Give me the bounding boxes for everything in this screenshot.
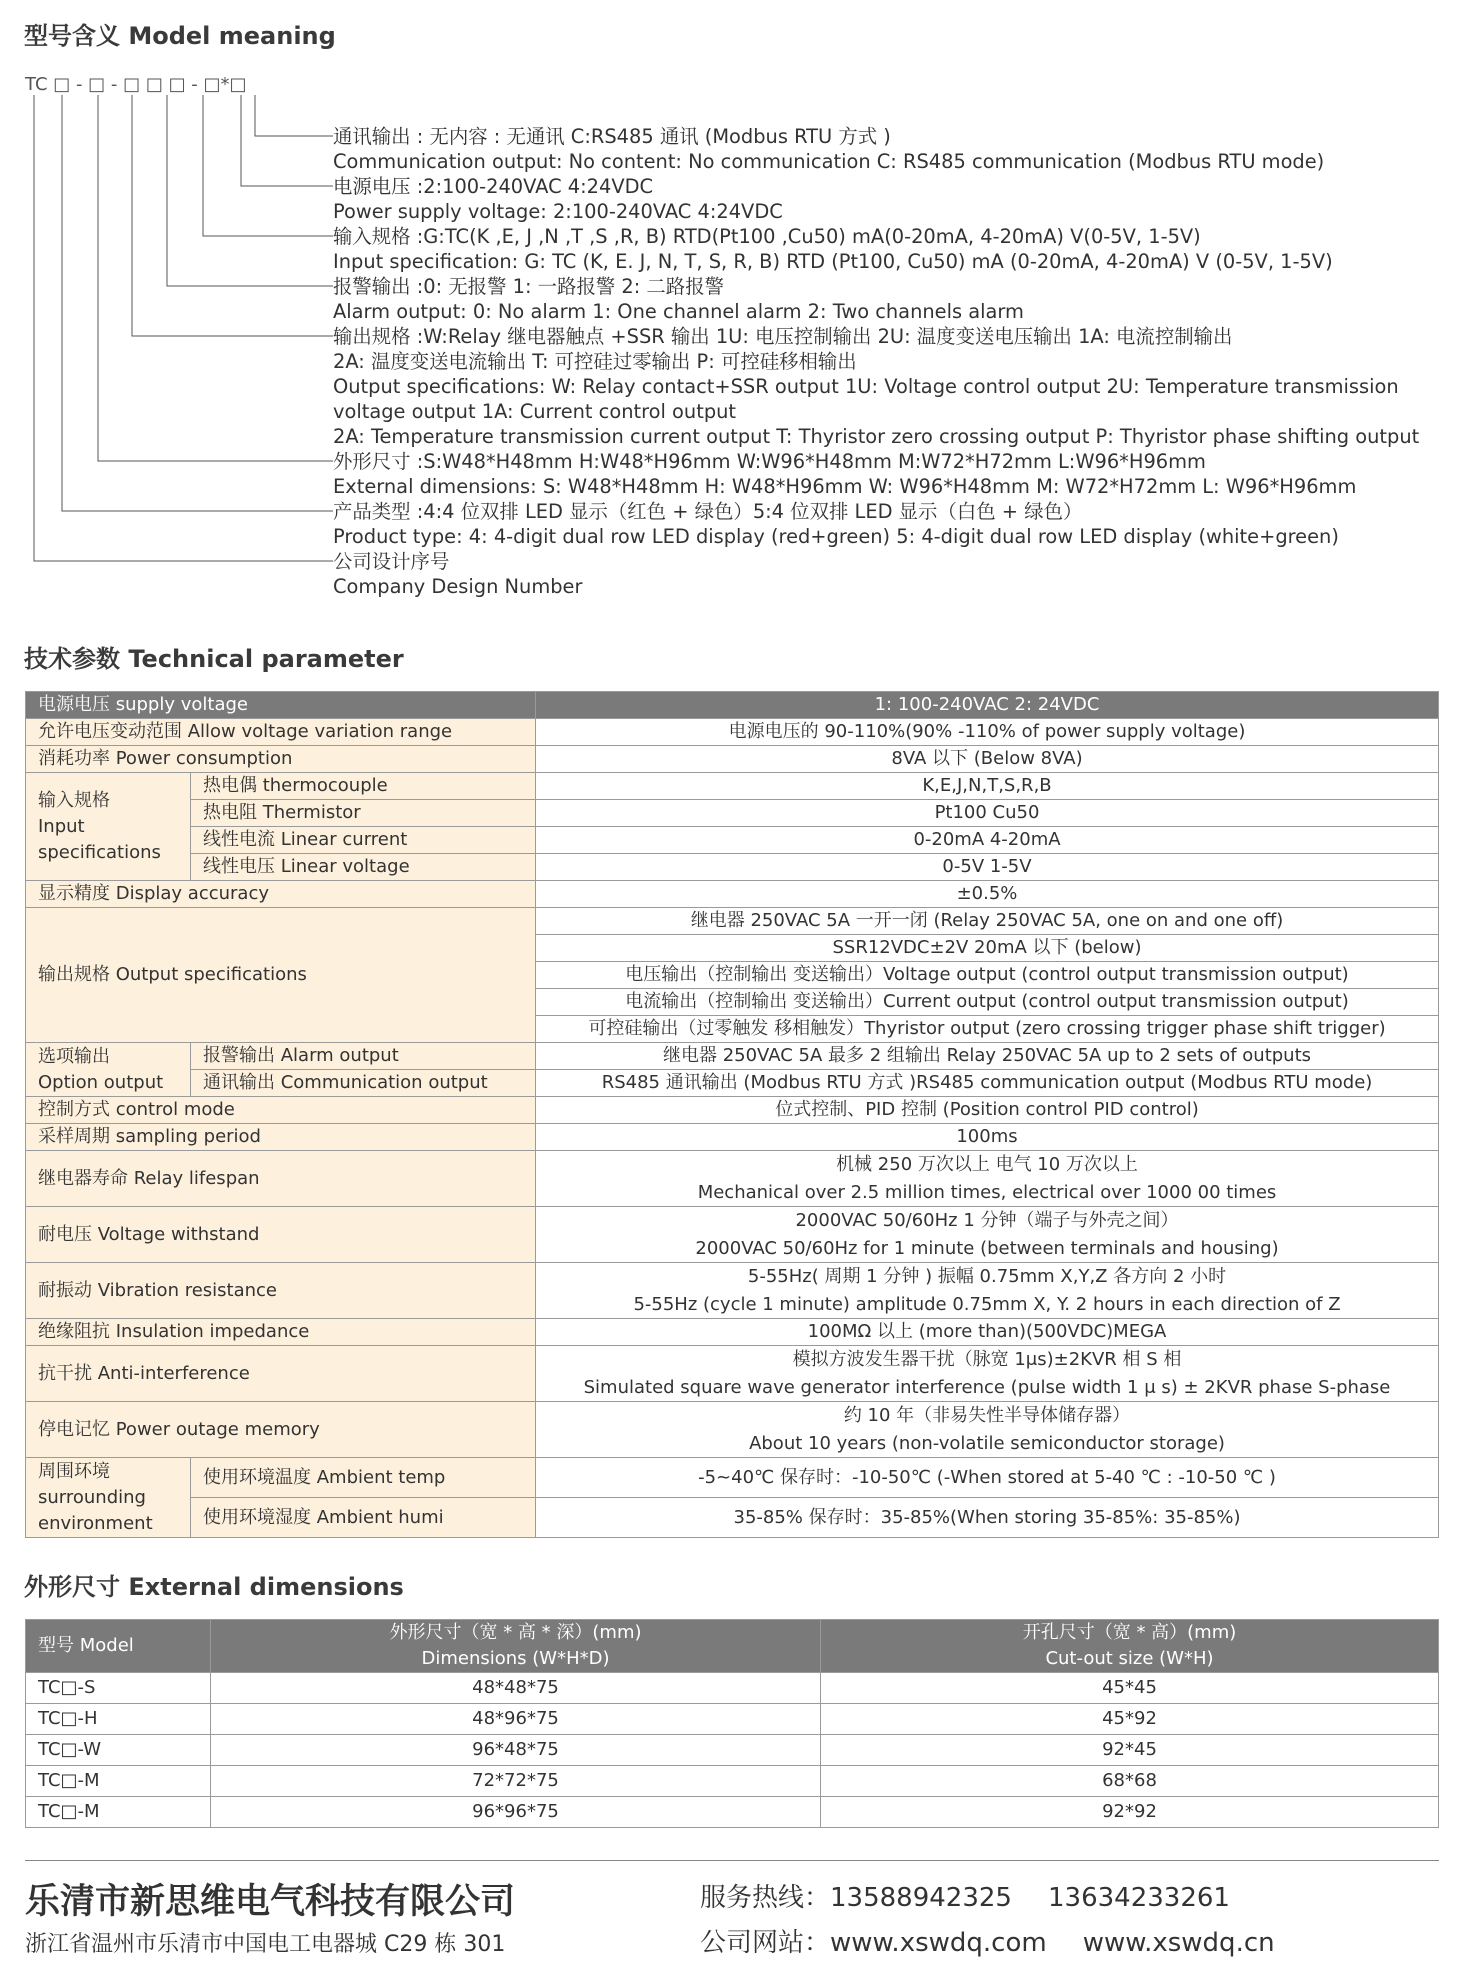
dimensions-cell: 96*48*75 [211, 1735, 821, 1766]
technical-parameter-title: 技术参数 Technical parameter [24, 645, 404, 673]
desc-line: Alarm output: 0: No alarm 1: One channel alarm 2: Two channels alarm [333, 300, 1024, 323]
desc-line: External dimensions: S: W48*H48mm H: W48*H96mm W: W96*H48mm M: W72*H72mm L: W96*H96mm [333, 475, 1357, 498]
desc-line: voltage output 1A: Current control output [333, 400, 737, 423]
desc-line: 2A: Temperature transmission current output T: Thyristor zero crossing output P: Thyristor phase shifting output [333, 425, 1420, 448]
param-value-line: Simulated square wave generator interference (pulse width 1 μ s) ± 2KVR phase S-phase [583, 1376, 1391, 1398]
param-value-line: 2000VAC 50/60Hz for 1 minute (between terminals and housing) [695, 1237, 1279, 1259]
company-website [700, 1922, 1275, 1959]
table-row [26, 692, 1439, 719]
param-label: 控制方式 control mode [26, 1097, 536, 1124]
param-group-label [26, 1043, 191, 1097]
table-row [26, 1458, 1439, 1498]
param-value-line: About 10 years (non-volatile semiconductor storage) [749, 1432, 1225, 1454]
external-dimensions-table [25, 1619, 1439, 1828]
param-label: 使用环境湿度 Ambient humi [191, 1498, 536, 1538]
table-row [26, 1124, 1439, 1151]
column-header-line: 外形尺寸（宽 * 高 * 深）(mm) [389, 1622, 642, 1643]
table-row [26, 1402, 1439, 1458]
table-row [26, 1043, 1439, 1070]
param-label: 停电记忆 Power outage memory [26, 1402, 536, 1458]
table-row [26, 1673, 1439, 1704]
model-code: TC □ - □ - □ □ □ - □*□ [25, 74, 247, 95]
desc-line: 外形尺寸 :S:W48*H48mm H:W48*H96mm W:W96*H48mm M:W72*H72mm L:W96*H96mm [333, 450, 1206, 473]
input-spec-label-line: Input [38, 815, 85, 837]
param-label: 热电阻 Thermistor [191, 800, 536, 827]
param-value: 继电器 250VAC 5A 一开一闭 (Relay 250VAC 5A, one on and one off) [536, 908, 1439, 935]
model-cell: TC□-M [26, 1797, 211, 1828]
table-row [26, 1704, 1439, 1735]
desc-line: 报警输出 :0: 无报警 1: 一路报警 2: 二路报警 [333, 275, 724, 298]
footer-divider [25, 1860, 1439, 1861]
table-row [26, 719, 1439, 746]
column-header-line: Dimensions (W*H*D) [421, 1648, 610, 1669]
dimensions-cell: 48*48*75 [211, 1673, 821, 1704]
model-cell: TC□-M [26, 1766, 211, 1797]
param-value: SSR12VDC±2V 20mA 以下 (below) [536, 935, 1439, 962]
desc-line: Power supply voltage: 2:100-240VAC 4:24VDC [333, 200, 783, 223]
param-value-line: 约 10 年（非易失性半导体储存器） [843, 1405, 1131, 1426]
param-value-line: 机械 250 万次以上 电气 10 万次以上 [836, 1154, 1138, 1175]
table-row [26, 1151, 1439, 1207]
website-link[interactable]: www.xswdq.cn [1082, 1928, 1275, 1958]
dimensions-cell: 48*96*75 [211, 1704, 821, 1735]
table-row [26, 881, 1439, 908]
desc-line: 通讯输出 : 无内容 : 无通讯 C:RS485 通讯 (Modbus RTU 方式 ) [333, 125, 891, 148]
param-value: -5~40℃ 保存时：-10-50℃ (-When stored at 5-40 ℃ : -10-50 ℃ ) [536, 1458, 1439, 1498]
param-value: 位式控制、PID 控制 (Position control PID control) [536, 1097, 1439, 1124]
param-value-line: 模拟方波发生器干扰（脉宽 1μs)±2KVR 相 S 相 [792, 1349, 1182, 1370]
param-group-label [26, 773, 191, 881]
param-label: 报警输出 Alarm output [191, 1043, 536, 1070]
desc-line: Communication output: No content: No communication C: RS485 communication (Modbus RTU mode) [333, 150, 1325, 173]
desc-line: 公司设计序号 [333, 550, 450, 573]
technical-parameter-table [25, 691, 1439, 1538]
param-value-line: 5-55Hz( 周期 1 分钟 ) 振幅 0.75mm X,Y,Z 各方向 2 小时 [747, 1266, 1227, 1287]
param-label: 通讯输出 Communication output [191, 1070, 536, 1097]
dimensions-cell: 96*96*75 [211, 1797, 821, 1828]
column-header-model: 型号 Model [26, 1620, 211, 1673]
param-value: 电源电压的 90-110%(90% -110% of power supply voltage) [536, 719, 1439, 746]
table-row [26, 827, 1439, 854]
phone-number[interactable]: 13588942325 [830, 1883, 1012, 1913]
param-label: 采样周期 sampling period [26, 1124, 536, 1151]
table-row [26, 1498, 1439, 1538]
table-row [26, 773, 1439, 800]
desc-line: Product type: 4: 4-digit dual row LED display (red+green) 5: 4-digit dual row LED display (white+green) [333, 525, 1339, 548]
param-label: 热电偶 thermocouple [191, 773, 536, 800]
cutout-cell: 68*68 [821, 1766, 1439, 1797]
company-address: 浙江省温州市乐清市中国电工电器城 C29 栋 301 [25, 1932, 506, 1957]
param-value: Pt100 Cu50 [536, 800, 1439, 827]
param-value: 电压输出（控制输出 变送输出）Voltage output (control output transmission output) [536, 962, 1439, 989]
param-label: 使用环境温度 Ambient temp [191, 1458, 536, 1498]
table-row [26, 1735, 1439, 1766]
param-label: 消耗功率 Power consumption [26, 746, 536, 773]
hotline-label: 服务热线： [700, 1883, 831, 1913]
param-value [536, 1346, 1439, 1402]
desc-line: 2A: 温度变送电流输出 T: 可控硅过零输出 P: 可控硅移相输出 [333, 350, 857, 373]
table-row [26, 908, 1439, 935]
service-hotline [700, 1877, 1230, 1914]
param-value [536, 1402, 1439, 1458]
column-header-dimensions [211, 1620, 821, 1673]
table-row [26, 854, 1439, 881]
desc-line: Company Design Number [333, 575, 583, 598]
option-label-line: Option output [38, 1071, 164, 1093]
table-row [26, 1097, 1439, 1124]
website-label: 公司网站： [700, 1928, 831, 1958]
param-label: 耐电压 Voltage withstand [26, 1207, 536, 1263]
table-row [26, 800, 1439, 827]
website-link[interactable]: www.xswdq.com [830, 1928, 1047, 1958]
param-value: 1: 100-240VAC 2: 24VDC [536, 692, 1439, 719]
column-header-line: Cut-out size (W*H) [1045, 1648, 1214, 1669]
column-header-cutout [821, 1620, 1439, 1673]
table-row [26, 1766, 1439, 1797]
param-value-line: Mechanical over 2.5 million times, electrical over 1000 00 times [697, 1181, 1277, 1203]
input-spec-label-line: specifications [38, 841, 161, 863]
model-cell: TC□-H [26, 1704, 211, 1735]
desc-line: 输入规格 :G:TC(K ,E, J ,N ,T ,S ,R, B) RTD(Pt100 ,Cu50) mA(0-20mA, 4-20mA) V(0-5V, 1-5V) [333, 225, 1201, 248]
cutout-cell: 45*92 [821, 1704, 1439, 1735]
desc-line: 电源电压 :2:100-240VAC 4:24VDC [333, 175, 654, 198]
param-value-line: 5-55Hz (cycle 1 minute) amplitude 0.75mm X, Y. 2 hours in each direction of Z [633, 1293, 1341, 1315]
desc-line: 输出规格 :W:Relay 继电器触点 +SSR 输出 1U: 电压控制输出 2U: 温度变送电压输出 1A: 电流控制输出 [333, 325, 1233, 348]
table-row [26, 746, 1439, 773]
param-value: RS485 通讯输出 (Modbus RTU 方式 )RS485 communication output (Modbus RTU mode) [536, 1070, 1439, 1097]
param-value: 100ms [536, 1124, 1439, 1151]
param-value: 继电器 250VAC 5A 最多 2 组输出 Relay 250VAC 5A up to 2 sets of outputs [536, 1043, 1439, 1070]
param-group-label [26, 1458, 191, 1538]
param-label: 绝缘阻抗 Insulation impedance [26, 1319, 536, 1346]
param-label: 继电器寿命 Relay lifespan [26, 1151, 536, 1207]
cutout-cell: 92*45 [821, 1735, 1439, 1766]
param-label: 线性电流 Linear current [191, 827, 536, 854]
table-row [26, 1263, 1439, 1319]
model-meaning-title: 型号含义 Model meaning [24, 22, 336, 50]
param-label: 输出规格 Output specifications [26, 908, 536, 1043]
company-name: 乐清市新思维电气科技有限公司 [25, 1882, 516, 1922]
param-label: 线性电压 Linear voltage [191, 854, 536, 881]
table-header-row [26, 1620, 1439, 1673]
table-row [26, 1346, 1439, 1402]
env-label-line: surrounding [38, 1486, 146, 1508]
param-label: 显示精度 Display accuracy [26, 881, 536, 908]
param-label: 允许电压变动范围 Allow voltage variation range [26, 719, 536, 746]
table-row [26, 1207, 1439, 1263]
model-cell: TC□-S [26, 1673, 211, 1704]
param-value-line: 2000VAC 50/60Hz 1 分钟（端子与外壳之间） [795, 1210, 1179, 1231]
column-header-line: 开孔尺寸（宽 * 高）(mm) [1022, 1622, 1237, 1643]
external-dimensions-title: 外形尺寸 External dimensions [24, 1573, 404, 1601]
cutout-cell: 92*92 [821, 1797, 1439, 1828]
dimensions-cell: 72*72*75 [211, 1766, 821, 1797]
desc-line: Input specification: G: TC (K, E. J, N, T, S, R, B) RTD (Pt100, Cu50) mA (0-20mA, 4-20mA) V (0-5V, 1-5V) [333, 250, 1333, 273]
input-spec-label-line: 输入规格 [38, 789, 110, 811]
param-value: 0-5V 1-5V [536, 854, 1439, 881]
model-cell: TC□-W [26, 1735, 211, 1766]
model-code-tree-diagram [0, 0, 340, 580]
param-value: ±0.5% [536, 881, 1439, 908]
desc-line: Output specifications: W: Relay contact+SSR output 1U: Voltage control output 2U: Temperature transmission [333, 375, 1399, 398]
env-label-line: environment [38, 1512, 153, 1534]
param-value [536, 1207, 1439, 1263]
desc-line: 产品类型 :4:4 位双排 LED 显示（红色 + 绿色）5:4 位双排 LED 显示（白色 + 绿色） [333, 500, 1083, 523]
param-value: 8VA 以下 (Below 8VA) [536, 746, 1439, 773]
param-label: 电源电压 supply voltage [26, 692, 536, 719]
table-row [26, 1797, 1439, 1828]
param-value: 35-85% 保存时：35-85%(When storing 35-85%: 35-85%) [536, 1498, 1439, 1538]
table-row [26, 1319, 1439, 1346]
env-label-line: 周围环境 [38, 1460, 110, 1482]
param-label: 耐振动 Vibration resistance [26, 1263, 536, 1319]
cutout-cell: 45*45 [821, 1673, 1439, 1704]
param-value: 0-20mA 4-20mA [536, 827, 1439, 854]
param-value: 电流输出（控制输出 变送输出）Current output (control output transmission output) [536, 989, 1439, 1016]
table-row [26, 1070, 1439, 1097]
param-value: K,E,J,N,T,S,R,B [536, 773, 1439, 800]
param-value: 100MΩ 以上 (more than)(500VDC)MEGA [536, 1319, 1439, 1346]
param-label: 抗干扰 Anti-interference [26, 1346, 536, 1402]
param-value [536, 1151, 1439, 1207]
param-value [536, 1263, 1439, 1319]
option-label-line: 选项输出 [38, 1045, 110, 1067]
model-description-list [333, 124, 1419, 599]
param-value: 可控硅输出（过零触发 移相触发）Thyristor output (zero crossing trigger phase shift trigger) [536, 1016, 1439, 1043]
phone-number[interactable]: 13634233261 [1047, 1883, 1230, 1913]
